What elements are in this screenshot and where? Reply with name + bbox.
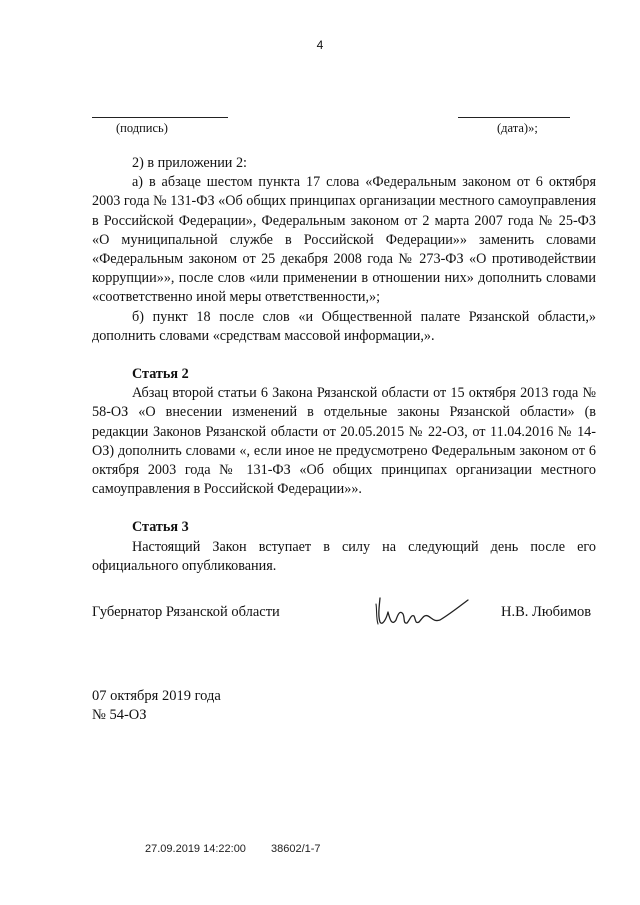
law-number: № 54-ОЗ: [92, 707, 147, 723]
article-2-heading: Статья 2: [132, 366, 189, 383]
governor-signature: [370, 590, 480, 630]
law-date: 07 октября 2019 года: [92, 688, 221, 704]
article-3-heading: Статья 3: [132, 519, 189, 536]
page-number: 4: [316, 38, 324, 52]
date-underline: [458, 117, 570, 118]
signature-label: (подпись): [116, 121, 168, 135]
paragraph-item-b: б) пункт 18 после слов «и Общественной палате Рязанской области,» дополнить словами «средствам массовой информации,».: [92, 308, 596, 344]
date-label: (дата)»;: [497, 121, 538, 135]
article-3-text: Настоящий Закон вступает в силу на следующий день после его официального опубликования.: [92, 538, 596, 574]
paragraph-appendix-2: 2) в приложении 2:: [132, 155, 247, 171]
paragraph-item-a: а) в абзаце шестом пункта 17 слова «Федеральным законом от 6 октября 2003 года № 131-ФЗ «Об общих принципах организации местного самоуправления в Российской Федерации», Федеральным законом от 2 марта 2007 года № 25-ФЗ «О муниципальной службе в Российской Федерации»» заменить словами «Федеральным законом от 25 декабря 2008 года № 273-ФЗ «О противодействии коррупции»», после слов «или применении в отношении них» дополнить словами «соответственно иной меры ответственности,»;: [92, 174, 596, 306]
footer-timestamp: 27.09.2019 14:22:00: [145, 843, 246, 855]
law-date-block: [92, 687, 221, 725]
governor-title: Губернатор Рязанской области: [92, 604, 280, 620]
article-2-text: Абзац второй статьи 6 Закона Рязанской области от 15 октября 2013 года № 58-ОЗ «О внесении изменений в отдельные законы Рязанской области» (в редакции Законов Рязанской области от 20.05.2015 № 22-ОЗ, от 11.04.2016 № 14-ОЗ) дополнить словами «, если иное не предусмотрено Федеральным законом от 6 октября 2003 года № 131-ФЗ «Об общих принципах организации местного самоуправления в Российской Федерации»».: [92, 385, 596, 498]
law-text: [92, 154, 596, 576]
footer-code: 38602/1-7: [271, 843, 321, 855]
signature-underline: [92, 117, 228, 118]
governor-name: Н.В. Любимов: [501, 604, 592, 620]
